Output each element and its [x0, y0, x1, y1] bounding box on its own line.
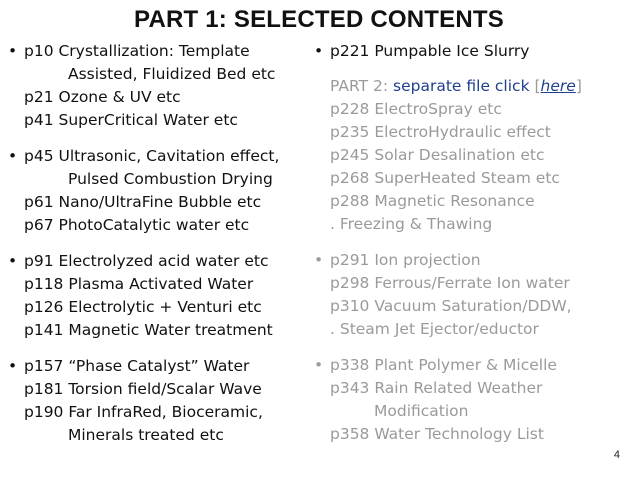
page-number: 4 — [613, 449, 620, 461]
bullet-icon: • — [314, 356, 324, 374]
right-group-3 — [314, 249, 626, 341]
left-group-1-line-4: p41 SuperCritical Water etc — [24, 111, 238, 129]
left-group-4-line-2: p181 Torsion field/Scalar Wave — [24, 380, 262, 398]
right-group-3-line-2: p298 Ferrous/Ferrate Ion water — [330, 274, 570, 292]
left-group-4-line-4: Minerals treated etc — [68, 426, 224, 444]
right-group-3-line-4: . Steam Jet Ejector/eductor — [330, 320, 539, 338]
right-group-4-line-3: Modification — [374, 402, 469, 420]
left-group-2-line-1: • p45 Ultrasonic, Cavitation effect, — [8, 145, 308, 168]
left-group-3-line-3: p126 Electrolytic + Venturi etc — [24, 298, 262, 316]
right-column — [314, 40, 626, 446]
left-group-1-line-3: p21 Ozone & UV etc — [24, 88, 181, 106]
here-link[interactable]: here — [540, 77, 576, 95]
part2-line-4: p268 SuperHeated Steam etc — [330, 169, 560, 187]
left-group-2-line-4: p67 PhotoCatalytic water etc — [24, 216, 250, 234]
part2-line-1: p228 ElectroSpray etc — [330, 100, 502, 118]
part2-header — [314, 75, 626, 98]
part2-open-bracket: [ — [529, 77, 541, 95]
right-group-3-line-3: p310 Vacuum Saturation/DDW, — [330, 297, 572, 315]
left-group-3-line-4: p141 Magnetic Water treatment — [24, 321, 273, 339]
left-group-3 — [8, 250, 308, 342]
left-group-1-line-1: • p10 Crystallization: Template — [8, 40, 308, 63]
left-group-2 — [8, 145, 308, 237]
right-group-1 — [314, 40, 626, 236]
part2-line-3: p245 Solar Desalination etc — [330, 146, 545, 164]
right-group-4-line-4: p358 Water Technology List — [330, 425, 544, 443]
left-group-1 — [8, 40, 308, 132]
bullet-icon: • — [314, 251, 324, 269]
part2-line-6: . Freezing & Thawing — [330, 215, 493, 233]
left-group-2-line-3: p61 Nano/UltraFine Bubble etc — [24, 193, 262, 211]
left-group-3-line-2: p118 Plasma Activated Water — [24, 275, 254, 293]
part2-close-bracket: ] — [575, 77, 582, 95]
bullet-icon: • — [8, 147, 18, 165]
bullet-icon: • — [8, 42, 18, 60]
part2-link[interactable]: separate file click — [393, 77, 530, 95]
slide-title: PART 1: SELECTED CONTENTS — [134, 6, 504, 33]
left-group-4-line-1: • p157 “Phase Catalyst” Water — [8, 355, 308, 378]
left-group-4-line-3: p190 Far InfraRed, Bioceramic, — [24, 403, 263, 421]
right-group-4-line-2: p343 Rain Related Weather — [330, 379, 543, 397]
left-column — [8, 40, 308, 447]
right-first-item: • p221 Pumpable Ice Slurry — [314, 40, 626, 63]
right-group-4-line-1: • p338 Plant Polymer & Micelle — [314, 354, 626, 377]
bullet-icon: • — [314, 42, 324, 60]
bullet-icon: • — [8, 357, 18, 375]
spacer — [314, 63, 626, 75]
part2-prefix: PART 2: — [330, 77, 394, 95]
right-group-3-line-1: • p291 Ion projection — [314, 249, 626, 272]
part2-line-2: p235 ElectroHydraulic effect — [330, 123, 551, 141]
part2-line-5: p288 Magnetic Resonance — [330, 192, 535, 210]
left-group-2-line-2: Pulsed Combustion Drying — [68, 170, 273, 188]
left-group-1-line-2: Assisted, Fluidized Bed etc — [68, 65, 276, 83]
bullet-icon: • — [8, 252, 18, 270]
left-group-4 — [8, 355, 308, 447]
right-group-4 — [314, 354, 626, 446]
left-group-3-line-1: • p91 Electrolyzed acid water etc — [8, 250, 308, 273]
